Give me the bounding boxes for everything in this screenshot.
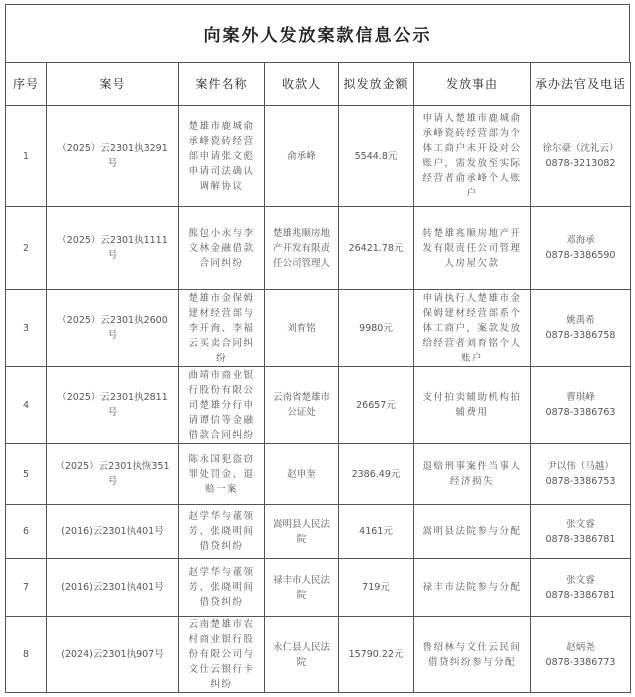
case-number: (2016)云2301执401号	[47, 559, 179, 617]
judge-name: 曹琪峰	[566, 392, 595, 403]
header-case: 案号	[47, 63, 179, 106]
header-amount: 拟发放金额	[339, 63, 414, 106]
payee: 俞承峰	[265, 106, 339, 207]
payee: 楚雄兆顺房地产开发有限责任公司管理人	[265, 207, 339, 290]
row-number: 4	[6, 367, 47, 444]
case-name: 赵学华与董领芳、张晓明间借贷纠纷	[179, 559, 265, 617]
row-number: 2	[6, 207, 47, 290]
payee: 刘育铭	[265, 290, 339, 367]
amount: 26657元	[339, 367, 414, 444]
header-judge: 承办法官及电话	[531, 63, 631, 106]
reason: 退赔刑事案件当事人经济损失	[414, 444, 531, 505]
case-name: 赵学华与董领芳、张晓明间借贷纠纷	[179, 505, 265, 559]
payee: 永仁县人民法院	[265, 617, 339, 693]
judge	[531, 367, 631, 444]
header-no: 序号	[6, 63, 47, 106]
row-number: 3	[6, 290, 47, 367]
case-number: （2025）云2301执3291号	[47, 106, 179, 207]
judge-phone: 0878-3386773	[545, 656, 616, 668]
judge-phone: 0878-3386781	[545, 533, 616, 545]
case-name: 楚雄市鹿城俞承峰瓷砖经营部申请张文彪申请司法确认调解协议	[179, 106, 265, 207]
payee: 禄丰市人民法院	[265, 559, 339, 617]
header-payee: 收款人	[265, 63, 339, 106]
judge-name: 徐尔豪（沈礼云）	[542, 143, 619, 154]
row-number: 1	[6, 106, 47, 207]
amount: 2386.49元	[339, 444, 414, 505]
case-number: (2016)云2301执401号	[47, 505, 179, 559]
case-name: 熊包小永与李文林金融借款合同纠纷	[179, 207, 265, 290]
judge	[531, 106, 631, 207]
judge-phone: 0878-3386753	[545, 476, 616, 487]
payee: 嵩明县人民法院	[265, 505, 339, 559]
judge-name: 尹以伟（马越）	[547, 461, 614, 472]
amount: 719元	[339, 559, 414, 617]
table-row	[6, 290, 631, 367]
judge-phone: 0878-3386590	[545, 250, 616, 261]
row-number: 7	[6, 559, 47, 617]
payee: 云南省楚雄市公证处	[265, 367, 339, 444]
amount: 5544.8元	[339, 106, 414, 207]
case-name: 曲靖市商业银行股份有限公司楚雄分行申请谭信等金融借款合同纠纷	[179, 367, 265, 444]
judge	[531, 290, 631, 367]
case-number: （2025）云2301执2600号	[47, 290, 179, 367]
judge-name: 赵炳尧	[566, 641, 595, 653]
table-row	[6, 367, 631, 444]
reason: 转楚雄兆顺房地产开发有限责任公司管理人房屋欠款	[414, 207, 531, 290]
amount: 9980元	[339, 290, 414, 367]
notice	[5, 4, 630, 693]
judge-phone: 0878-3386758	[545, 330, 616, 341]
amount: 26421.78元	[339, 207, 414, 290]
header-name: 案件名称	[179, 63, 265, 106]
amount: 15790.22元	[339, 617, 414, 693]
case-number: （2025）云2301执2811号	[47, 367, 179, 444]
page-title: 向案外人发放案款信息公示	[5, 4, 630, 62]
reason: 申请执行人楚雄市金保姆建材经营部系个体工商户，案款发放给经营者刘育铭个人账户	[414, 290, 531, 367]
disbursement-table	[5, 62, 631, 693]
case-name: 陈永国犯盗窃罪处罚金、退赔一案	[179, 444, 265, 505]
reason: 嵩明县法院参与分配	[414, 505, 531, 559]
header-reason: 发放事由	[414, 63, 531, 106]
reason: 申请人楚雄市鹿城俞承峰瓷砖经营部为个体工商户未开设对公账户，需发放至实际经营者俞承峰个人账户	[414, 106, 531, 207]
reason: 支付拍卖辅助机构拍辅费用	[414, 367, 531, 444]
judge-name: 张文睿	[566, 574, 595, 586]
judge-name: 姚禹希	[566, 315, 595, 326]
table-header	[6, 63, 631, 106]
reason: 禄丰市法院参与分配	[414, 559, 531, 617]
reason: 鲁绍林与文仕云民间借贷纠纷参与分配	[414, 617, 531, 693]
table-row	[6, 617, 631, 693]
case-number: （2025）云2301执1111号	[47, 207, 179, 290]
judge	[531, 617, 631, 693]
row-number: 8	[6, 617, 47, 693]
case-number: (2024)云2301执907号	[47, 617, 179, 693]
table-row	[6, 505, 631, 559]
case-name: 云南楚雄市农村商业银行股份有限公司与文仕云银行卡纠纷	[179, 617, 265, 693]
judge-name: 邓海承	[566, 235, 595, 246]
judge-name: 张文睿	[566, 518, 595, 530]
judge-phone: 0878-3386781	[545, 589, 616, 601]
amount: 4161元	[339, 505, 414, 559]
judge	[531, 505, 631, 559]
table-row	[6, 207, 631, 290]
case-name: 楚雄市金保姆建材经营部与李开洵、李福云买卖合同纠纷	[179, 290, 265, 367]
judge-phone: 0878-3386763	[545, 407, 616, 418]
judge	[531, 559, 631, 617]
row-number: 6	[6, 505, 47, 559]
case-number: （2025）云2301执恢351号	[47, 444, 179, 505]
table-row	[6, 106, 631, 207]
judge	[531, 207, 631, 290]
table-row	[6, 444, 631, 505]
judge	[531, 444, 631, 505]
row-number: 5	[6, 444, 47, 505]
table-row	[6, 559, 631, 617]
judge-phone: 0878-3213082	[545, 158, 616, 169]
payee: 赵申奎	[265, 444, 339, 505]
